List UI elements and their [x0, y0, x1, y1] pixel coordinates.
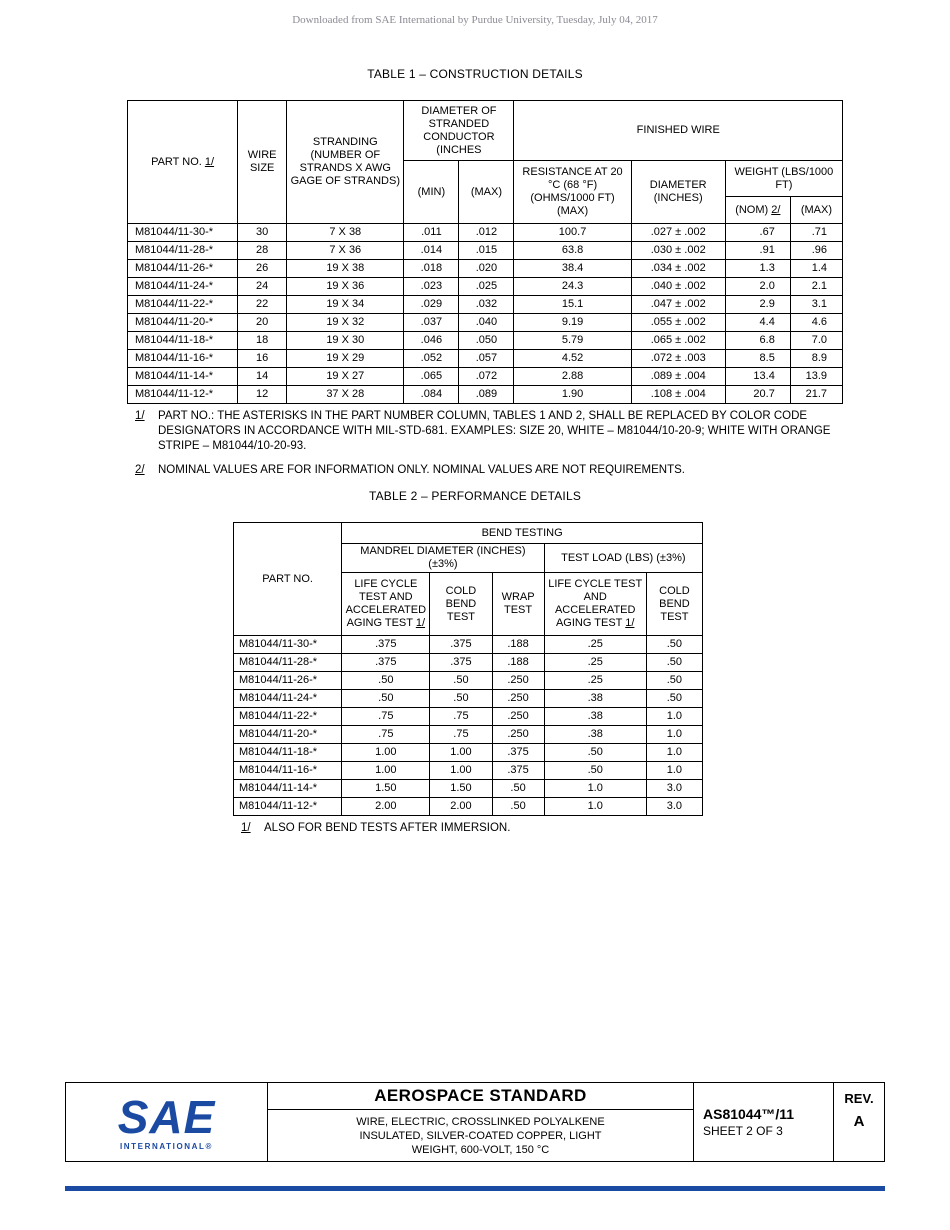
cell: .025 — [459, 278, 514, 296]
cell: .029 — [404, 296, 459, 314]
footnote-marker: 1/ — [204, 155, 215, 168]
col-header-wrap-test: WRAP TEST — [492, 573, 544, 636]
part-no-cell: M81044/11-20-* — [128, 314, 238, 332]
cell: .037 — [404, 314, 459, 332]
cell: .072 ± .003 — [631, 350, 725, 368]
cell: 2.00 — [342, 798, 430, 816]
cell: .108 ± .004 — [631, 386, 725, 404]
cell: 19 X 34 — [287, 296, 404, 314]
document-description-text: WIRE, ELECTRIC, CROSSLINKED POLYALKENE INSULATED, SILVER-COATED COPPER, LIGHT WEIGHT, 600-VOLT, 150 °C — [356, 1115, 605, 1156]
cell: .50 — [646, 690, 702, 708]
footnote-text: ALSO FOR BEND TESTS AFTER IMMERSION. — [264, 822, 511, 834]
cell: .38 — [544, 708, 646, 726]
sae-logo — [66, 1083, 268, 1161]
footnote-marker: 1/ — [415, 617, 426, 629]
cell: .91 — [725, 242, 790, 260]
cell: 1.0 — [646, 726, 702, 744]
cell: 1.50 — [342, 780, 430, 798]
part-no-label: PART NO. — [151, 155, 205, 168]
cell: .015 — [459, 242, 514, 260]
cell: 22 — [238, 296, 287, 314]
col-header-cold-bend-mandrel: COLD BEND TEST — [430, 573, 492, 636]
part-no-cell: M81044/11-26-* — [234, 672, 342, 690]
cell: 1.00 — [342, 744, 430, 762]
title-block — [65, 1082, 885, 1162]
document-number: AS81044™/11 — [703, 1106, 795, 1122]
footnote-1 — [135, 409, 849, 454]
table-row — [234, 672, 703, 690]
cell: .250 — [492, 690, 544, 708]
weight-nom-label: (NOM) — [735, 203, 772, 216]
cell: .375 — [430, 636, 492, 654]
cell: 14 — [238, 368, 287, 386]
table-row — [234, 654, 703, 672]
cell: .38 — [544, 690, 646, 708]
cell: 4.6 — [790, 314, 842, 332]
col-header-part-no: PART NO. — [234, 523, 342, 636]
cell: 1.90 — [514, 386, 631, 404]
sae-logo-text: SAE — [117, 1090, 216, 1143]
cell: 7 X 36 — [287, 242, 404, 260]
cell: .055 ± .002 — [631, 314, 725, 332]
cell: 100.7 — [514, 224, 631, 242]
cell: .052 — [404, 350, 459, 368]
table-row — [128, 350, 843, 368]
revision-value: A — [853, 1113, 865, 1130]
footnote-marker: 1/ — [241, 822, 251, 834]
cell: .50 — [430, 672, 492, 690]
cell: .75 — [430, 726, 492, 744]
table-row — [128, 278, 843, 296]
footnote-text: NOMINAL VALUES ARE FOR INFORMATION ONLY. NOMINAL VALUES ARE NOT REQUIREMENTS. — [158, 464, 685, 476]
cell: 18 — [238, 332, 287, 350]
cell: .71 — [790, 224, 842, 242]
col-header-stranding: STRANDING (NUMBER OF STRANDS X AWG GAGE OF STRANDS) — [287, 101, 404, 224]
cell: .50 — [544, 762, 646, 780]
cell: 19 X 27 — [287, 368, 404, 386]
col-header-life-cycle-mandrel — [342, 573, 430, 636]
cell: .25 — [544, 636, 646, 654]
table1-footnotes — [135, 409, 849, 487]
table-row — [234, 708, 703, 726]
part-no-cell: M81044/11-14-* — [234, 780, 342, 798]
cell: .25 — [544, 672, 646, 690]
cell: 2.9 — [725, 296, 790, 314]
cell: 6.8 — [725, 332, 790, 350]
cell: 37 X 28 — [287, 386, 404, 404]
cell: .50 — [342, 690, 430, 708]
cell: .50 — [430, 690, 492, 708]
cell: .375 — [492, 744, 544, 762]
cell: .38 — [544, 726, 646, 744]
part-no-cell: M81044/11-16-* — [234, 762, 342, 780]
part-no-cell: M81044/11-22-* — [128, 296, 238, 314]
document-type-title: AEROSPACE STANDARD — [268, 1083, 693, 1110]
revision-label: REV. — [844, 1091, 874, 1106]
cell: .67 — [725, 224, 790, 242]
col-header-mandrel-diameter: MANDREL DIAMETER (INCHES) (±3%) — [342, 544, 544, 573]
cell: 1.3 — [725, 260, 790, 278]
cell: .96 — [790, 242, 842, 260]
cell: 5.79 — [514, 332, 631, 350]
cell: .250 — [492, 726, 544, 744]
cell: .089 ± .004 — [631, 368, 725, 386]
cell: .50 — [492, 798, 544, 816]
cell: 19 X 36 — [287, 278, 404, 296]
part-no-cell: M81044/11-12-* — [234, 798, 342, 816]
cell: 12 — [238, 386, 287, 404]
cell: 1.0 — [646, 744, 702, 762]
col-header-max: (MAX) — [459, 161, 514, 224]
cell: .065 ± .002 — [631, 332, 725, 350]
part-no-cell: M81044/11-28-* — [128, 242, 238, 260]
col-header-diameter: DIAMETER (INCHES) — [631, 161, 725, 224]
cell: .75 — [342, 726, 430, 744]
cell: 13.9 — [790, 368, 842, 386]
footnote-text: PART NO.: THE ASTERISKS IN THE PART NUMBER COLUMN, TABLES 1 AND 2, SHALL BE REPLACED BY COLOR CODE DESIGNATORS IN ACCORDANCE WITH MIL-STD-681. EXAMPLES: SIZE 20, WHITE – M81044/10-20-9; WHITE WITH ORANGE STRIPE – M81044/10-20-93. — [158, 410, 831, 452]
col-header-resistance: RESISTANCE AT 20 °C (68 °F) (OHMS/1000 FT) (MAX) — [514, 161, 631, 224]
col-header-wire-size: WIRE SIZE — [238, 101, 287, 224]
cell: .50 — [646, 672, 702, 690]
cell: 1.0 — [544, 798, 646, 816]
table1-title: TABLE 1 – CONSTRUCTION DETAILS — [367, 67, 583, 81]
table-row — [128, 386, 843, 404]
col-header-cold-bend-load: COLD BEND TEST — [646, 573, 702, 636]
part-no-cell: M81044/11-22-* — [234, 708, 342, 726]
cell: 63.8 — [514, 242, 631, 260]
part-no-cell: M81044/11-24-* — [234, 690, 342, 708]
table-row — [128, 314, 843, 332]
part-no-cell: M81044/11-18-* — [234, 744, 342, 762]
cell: .75 — [430, 708, 492, 726]
table-row — [128, 296, 843, 314]
part-no-cell: M81044/11-18-* — [128, 332, 238, 350]
part-no-cell: M81044/11-30-* — [128, 224, 238, 242]
cell: 19 X 38 — [287, 260, 404, 278]
life-cycle-label: LIFE CYCLE TEST AND ACCELERATED AGING TEST — [548, 578, 643, 629]
cell: .034 ± .002 — [631, 260, 725, 278]
cell: 19 X 30 — [287, 332, 404, 350]
cell: .188 — [492, 654, 544, 672]
cell: 38.4 — [514, 260, 631, 278]
part-no-cell: M81044/11-12-* — [128, 386, 238, 404]
footnote-1 — [241, 821, 701, 836]
part-no-cell: M81044/11-28-* — [234, 654, 342, 672]
cell: .032 — [459, 296, 514, 314]
col-header-weight-max: (MAX) — [790, 197, 842, 224]
cell: 26 — [238, 260, 287, 278]
cell: 28 — [238, 242, 287, 260]
col-header-min: (MIN) — [404, 161, 459, 224]
cell: 9.19 — [514, 314, 631, 332]
sae-logo-subtext: INTERNATIONAL® — [119, 1141, 214, 1151]
table-row — [234, 744, 703, 762]
cell: .027 ± .002 — [631, 224, 725, 242]
cell: 7 X 38 — [287, 224, 404, 242]
cell: 2.00 — [430, 798, 492, 816]
table-row — [128, 332, 843, 350]
cell: 15.1 — [514, 296, 631, 314]
cell: .040 ± .002 — [631, 278, 725, 296]
table-row — [128, 224, 843, 242]
cell: .50 — [646, 636, 702, 654]
cell: .012 — [459, 224, 514, 242]
table-row — [234, 690, 703, 708]
part-no-cell: M81044/11-20-* — [234, 726, 342, 744]
performance-details-table — [233, 522, 703, 816]
table-row — [234, 798, 703, 816]
cell: 2.88 — [514, 368, 631, 386]
revision-cell — [834, 1083, 884, 1161]
cell: 13.4 — [725, 368, 790, 386]
col-header-test-load: TEST LOAD (LBS) (±3%) — [544, 544, 702, 573]
cell: .375 — [430, 654, 492, 672]
cell: 24 — [238, 278, 287, 296]
cell: .011 — [404, 224, 459, 242]
cell: .023 — [404, 278, 459, 296]
cell: .75 — [342, 708, 430, 726]
document-number-cell — [694, 1083, 834, 1161]
cell: .375 — [492, 762, 544, 780]
cell: 16 — [238, 350, 287, 368]
col-header-weight-nom — [725, 197, 790, 224]
cell: .050 — [459, 332, 514, 350]
table-row — [234, 780, 703, 798]
cell: 3.1 — [790, 296, 842, 314]
document-description — [268, 1110, 693, 1161]
cell: .250 — [492, 672, 544, 690]
table-row — [128, 368, 843, 386]
cell: 8.9 — [790, 350, 842, 368]
cell: .040 — [459, 314, 514, 332]
part-no-cell: M81044/11-14-* — [128, 368, 238, 386]
cell: 1.00 — [342, 762, 430, 780]
footnote-marker: 1/ — [135, 410, 145, 422]
cell: .50 — [544, 744, 646, 762]
footnote-marker: 2/ — [135, 464, 145, 476]
cell: .50 — [492, 780, 544, 798]
cell: 1.0 — [544, 780, 646, 798]
col-header-life-cycle-load — [544, 573, 646, 636]
cell: 1.00 — [430, 762, 492, 780]
construction-details-table — [127, 100, 843, 404]
part-no-cell: M81044/11-16-* — [128, 350, 238, 368]
cell: .047 ± .002 — [631, 296, 725, 314]
cell: 3.0 — [646, 798, 702, 816]
part-no-cell: M81044/11-26-* — [128, 260, 238, 278]
col-header-stranded-diameter: DIAMETER OF STRANDED CONDUCTOR (INCHES — [404, 101, 514, 161]
cell: 1.50 — [430, 780, 492, 798]
cell: 30 — [238, 224, 287, 242]
cell: 1.00 — [430, 744, 492, 762]
cell: .50 — [646, 654, 702, 672]
part-no-cell: M81044/11-24-* — [128, 278, 238, 296]
document-title-cell — [268, 1083, 694, 1161]
cell: 1.4 — [790, 260, 842, 278]
table2-footnote — [241, 821, 701, 836]
cell: 8.5 — [725, 350, 790, 368]
cell: .250 — [492, 708, 544, 726]
cell: .188 — [492, 636, 544, 654]
cell: .014 — [404, 242, 459, 260]
footnote-marker: 1/ — [625, 617, 635, 629]
cell: .072 — [459, 368, 514, 386]
cell: 1.0 — [646, 708, 702, 726]
cell: .046 — [404, 332, 459, 350]
cell: 24.3 — [514, 278, 631, 296]
col-header-bend-testing: BEND TESTING — [342, 523, 703, 544]
cell: .25 — [544, 654, 646, 672]
sheet-number: SHEET 2 OF 3 — [703, 1124, 783, 1138]
cell: 2.1 — [790, 278, 842, 296]
col-header-weight: WEIGHT (LBS/1000 FT) — [725, 161, 842, 197]
cell: .375 — [342, 636, 430, 654]
cell: .065 — [404, 368, 459, 386]
life-cycle-label: LIFE CYCLE TEST AND ACCELERATED AGING TEST — [345, 578, 427, 629]
cell: 4.4 — [725, 314, 790, 332]
cell: .020 — [459, 260, 514, 278]
cell: 4.52 — [514, 350, 631, 368]
cell: 2.0 — [725, 278, 790, 296]
cell: 20 — [238, 314, 287, 332]
table-row — [128, 260, 843, 278]
table-row — [234, 726, 703, 744]
cell: .018 — [404, 260, 459, 278]
download-watermark: Downloaded from SAE International by Purdue University, Tuesday, July 04, 2017 — [292, 14, 658, 26]
cell: .030 ± .002 — [631, 242, 725, 260]
footer-accent-bar — [65, 1186, 885, 1191]
footnote-2 — [135, 463, 849, 478]
table-row — [234, 636, 703, 654]
cell: 19 X 29 — [287, 350, 404, 368]
part-no-cell: M81044/11-30-* — [234, 636, 342, 654]
cell: 20.7 — [725, 386, 790, 404]
cell: 3.0 — [646, 780, 702, 798]
cell: .057 — [459, 350, 514, 368]
col-header-part-no — [128, 101, 238, 224]
footnote-marker: 2/ — [771, 203, 781, 216]
table2-title: TABLE 2 – PERFORMANCE DETAILS — [368, 489, 582, 503]
table-row — [234, 762, 703, 780]
cell: .375 — [342, 654, 430, 672]
cell: .084 — [404, 386, 459, 404]
cell: .50 — [342, 672, 430, 690]
cell: 19 X 32 — [287, 314, 404, 332]
cell: 7.0 — [790, 332, 842, 350]
cell: 1.0 — [646, 762, 702, 780]
col-header-finished-wire: FINISHED WIRE — [514, 101, 843, 161]
table-row — [128, 242, 843, 260]
cell: 21.7 — [790, 386, 842, 404]
cell: .089 — [459, 386, 514, 404]
